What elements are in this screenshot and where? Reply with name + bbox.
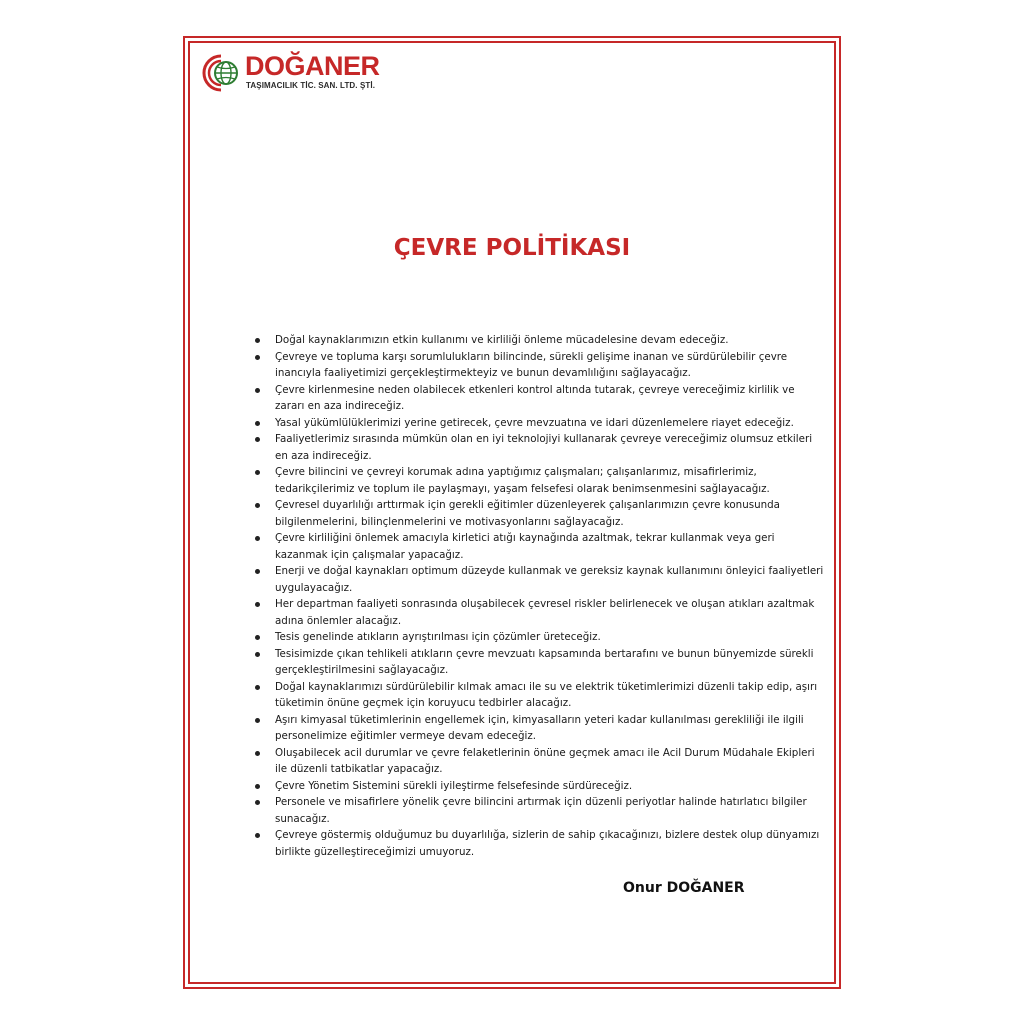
logo-subtitle: TAŞIMACILIK TİC. SAN. LTD. ŞTİ. [246,81,376,90]
bullet-icon [255,652,260,657]
list-item [244,827,824,860]
list-item-text: Yasal yükümlülüklerimizi yerine getirecek, çevre mevzuatına ve idari düzenlemelere riayet edeceğiz. [275,416,794,429]
list-item-text: Çevresel duyarlılığı arttırmak için gerekli eğitimler düzenleyerek çalışanlarımızın çevre konusunda bilgilenmelerini, bilinçlenmelerini ve motivasyonlarını sağlayacağız. [275,499,780,528]
bullet-icon [255,503,260,508]
list-item [244,382,824,415]
list-item [244,497,824,530]
list-item [244,464,824,497]
list-item [244,530,824,563]
list-item [244,745,824,778]
list-item-text: Çevre bilincini ve çevreyi korumak adına yaptığımız çalışmaları; çalışanlarımız, misafirlerimiz, tedarikçilerimiz ve toplum ile paylaşmayı, yaşam felsefesi olarak benimsenmesini sağlayacağız. [275,466,770,495]
list-item [244,629,824,646]
list-item-text: Çevre Yönetim Sistemini sürekli iyileştirme felsefesinde sürdüreceğiz. [275,779,633,792]
bullet-icon [255,833,260,838]
list-item [244,646,824,679]
list-item-text: Faaliyetlerimiz sırasında mümkün olan en iyi teknolojiyi kullanarak çevreye vereceğimiz olumsuz etkileri en aza indireceğiz. [275,433,813,462]
list-item-text: Personele ve misafirlere yönelik çevre bilincini artırmak için düzenli periyotlar halinde hatırlatıcı bilgiler sunacağız. [275,796,807,825]
list-item-text: Aşırı kimyasal tüketimlerinin engellemek için, kimyasalların yeteri kadar kullanılması gerekliliği ile ilgili personelimize eğitimler vermeye devam edeceğiz. [275,713,804,742]
list-item [244,332,824,349]
list-item-text: Oluşabilecek acil durumlar ve çevre felaketlerinin önüne geçmek amacı ile Acil Durum Müdahale Ekipleri ile düzenli tatbikatlar yapacağız. [275,746,815,775]
bullet-icon [255,751,260,756]
list-item [244,431,824,464]
bullet-icon [255,421,260,426]
policy-list [244,332,824,860]
logo-name: DOĞANER [245,51,380,81]
list-item [244,679,824,712]
list-item-text: Doğal kaynaklarımızın etkin kullanımı ve kirliliği önleme mücadelesine devam edeceğiz. [275,334,729,346]
list-item [244,415,824,432]
list-item-text: Çevre kirliliğini önlemek amacıyla kirletici atığı kaynağında azaltmak, tekrar kullanmak veya geri kazanmak için çalışmalar yapacağız. [275,532,775,561]
bullet-icon [255,437,260,442]
list-item-text: Çevreye ve topluma karşı sorumlulukların bilincinde, sürekli gelişime inanan ve sürdürülebilir çevre inancıyla faaliyetimizi gerçekleştirmekteyiz ve bunun devamlılığını sağlayacağız. [275,350,788,379]
list-item [244,596,824,629]
list-item [244,349,824,382]
bullet-icon [255,388,260,393]
signature: Onur DOĞANER [623,880,745,896]
bullet-icon [255,338,260,343]
list-item-text: Tesis genelinde atıkların ayrıştırılması için çözümler üreteceğiz. [275,631,601,643]
list-item [244,794,824,827]
bullet-icon [255,569,260,574]
page-title: ÇEVRE POLİTİKASI [393,235,631,261]
list-item-text: Tesisimizde çıkan tehlikeli atıkların çevre mevzuatı kapsamında bertarafını ve bunun bünyemizde sürekli gerçekleştirilmesini sağlayacağız. [275,647,814,676]
bullet-icon [255,718,260,723]
list-item [244,712,824,745]
bullet-icon [255,784,260,789]
bullet-icon [255,685,260,690]
list-item-text: Her departman faaliyeti sonrasında oluşabilecek çevresel riskler belirlenecek ve oluşan atıkları azaltmak adına önlemler alacağız. [275,598,815,627]
list-item-text: Çevre kirlenmesine neden olabilecek etkenleri kontrol altında tutarak, çevreye vereceğimiz kirlilik ve zararı en aza indireceğiz. [275,383,795,412]
bullet-icon [255,635,260,640]
list-item [244,563,824,596]
bullet-icon [255,800,260,805]
bullet-icon [255,602,260,607]
bullet-icon [255,355,260,360]
list-item-text: Doğal kaynaklarımızı sürdürülebilir kılmak amacı ile su ve elektrik tüketimlerimizi düzenli takip edip, aşırı tüketimin önüne geçmek için koruyucu tedbirler alacağız. [275,680,818,709]
list-item [244,778,824,795]
list-item-text: Çevreye göstermiş olduğumuz bu duyarlılığa, sizlerin de sahip çıkacağınızı, bizlere destek olup dünyamızı birlikte güzelleştireceğimizi umuyoruz. [275,829,820,858]
globe-logo-icon [201,53,241,93]
bullet-icon [255,536,260,541]
company-logo [201,51,401,95]
bullet-icon [255,470,260,475]
list-item-text: Enerji ve doğal kaynakları optimum düzeyde kullanmak ve gereksiz kaynak kullanımını önleyici faaliyetleri uygulayacağız. [275,565,824,594]
